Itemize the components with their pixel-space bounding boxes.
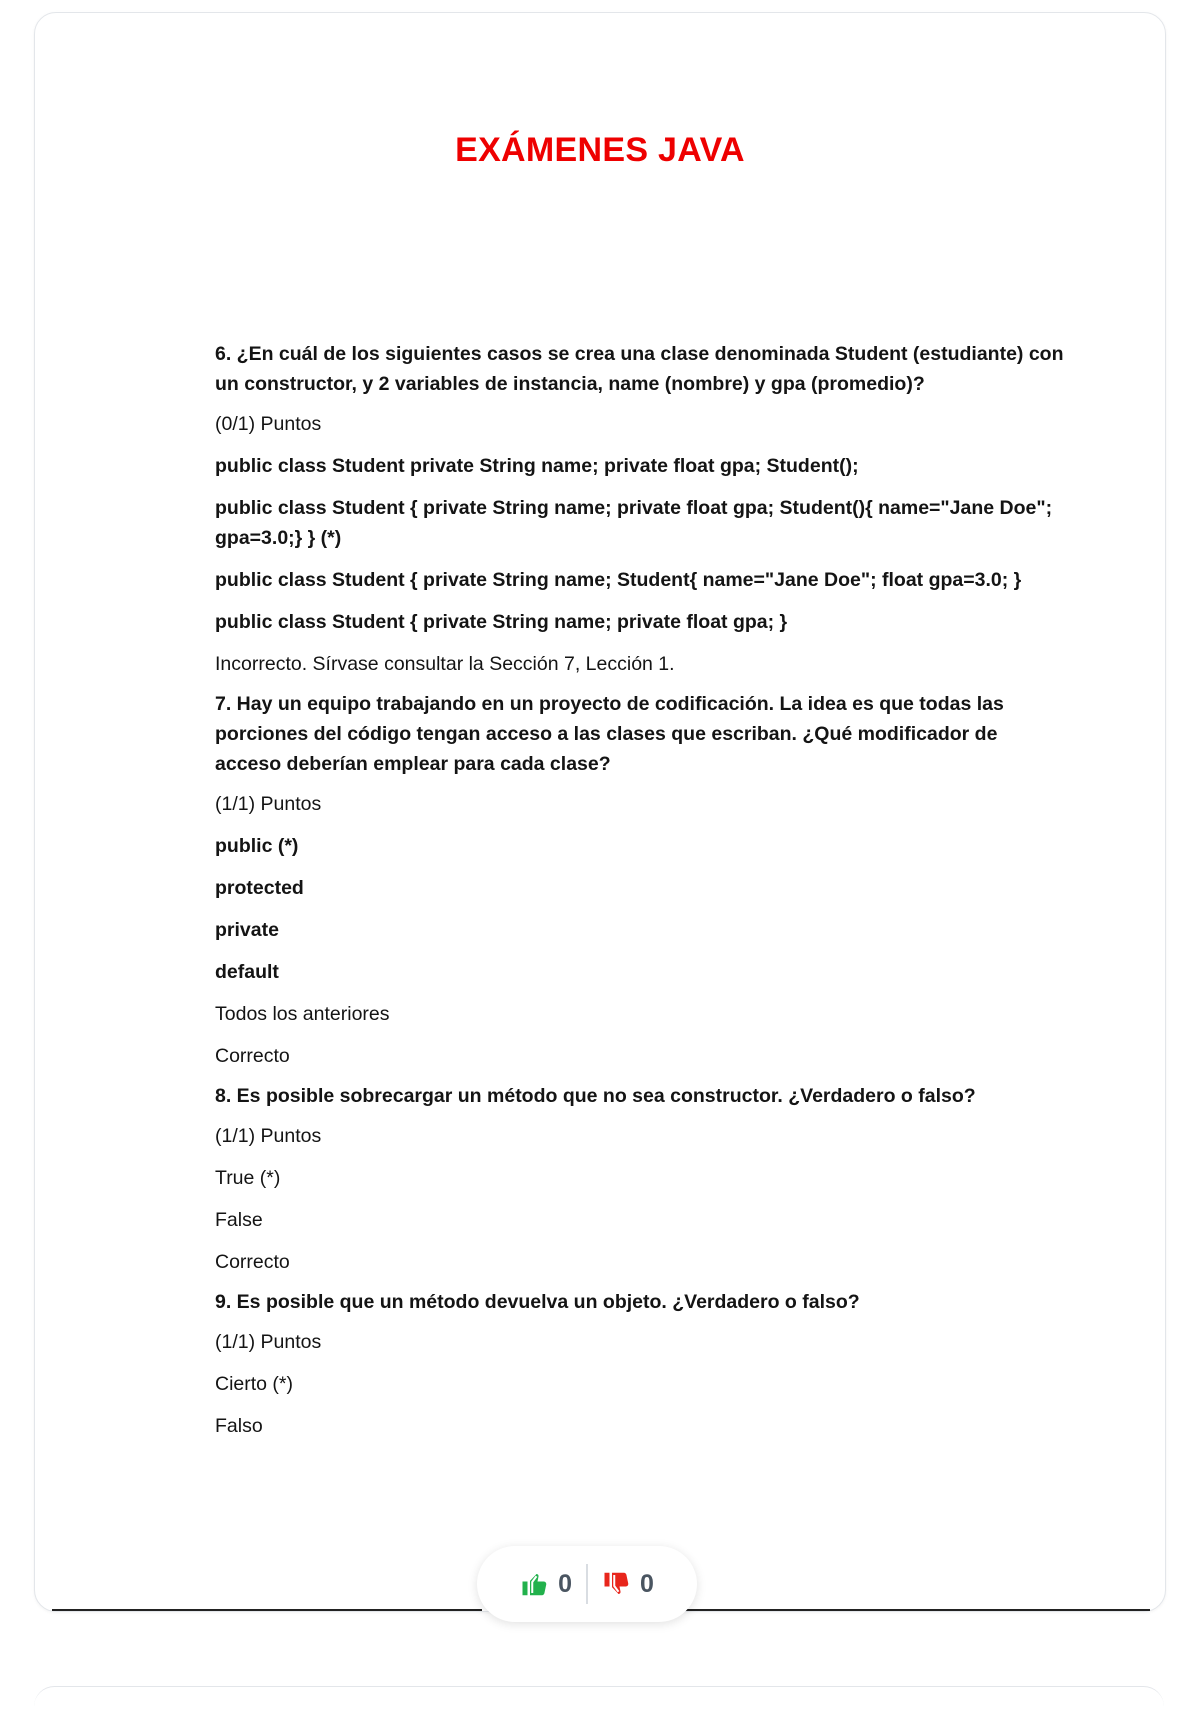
document-line: Falso <box>215 1415 263 1437</box>
document-line: private <box>215 919 279 941</box>
document-line: public class Student private String name; private float gpa; Student(); <box>215 455 859 477</box>
document-line: public class Student { private String name; private float gpa; Student(){ name="Jane Doe"; gpa=3.0;} } (*) <box>215 497 1053 549</box>
document-line: 9. Es posible que un método devuelva un objeto. ¿Verdadero o falso? <box>215 1291 860 1313</box>
document-line: Correcto <box>215 1045 290 1067</box>
document-line: (1/1) Puntos <box>215 793 322 815</box>
document-line: protected <box>215 877 304 899</box>
document-line: (1/1) Puntos <box>215 1331 322 1353</box>
document-line: 8. Es posible sobrecargar un método que no sea constructor. ¿Verdadero o falso? <box>215 1085 976 1107</box>
document-line: Cierto (*) <box>215 1373 294 1395</box>
thumbs-up-icon <box>520 1569 550 1599</box>
thumbs-down-icon <box>602 1569 632 1599</box>
document-line: (1/1) Puntos <box>215 1125 322 1147</box>
next-page-card <box>34 1686 1164 1727</box>
document-line: public (*) <box>215 835 299 857</box>
document-line: Correcto <box>215 1251 290 1273</box>
document-line: default <box>215 961 279 983</box>
document-content <box>215 327 1065 1441</box>
document-line: (0/1) Puntos <box>215 413 322 435</box>
document-line: True (*) <box>215 1167 281 1189</box>
document-line: public class Student { private String name; private float gpa; } <box>215 611 788 633</box>
document-line: 7. Hay un equipo trabajando en un proyecto de codificación. La idea es que todas las porciones del código tengan acceso a las clases que escriban. ¿Qué modificador de acceso deberían emplear para cada clase? <box>215 693 1004 775</box>
upvote-button[interactable] <box>520 1569 572 1599</box>
downvote-count: 0 <box>640 1569 654 1598</box>
document-line: Incorrecto. Sírvase consultar la Sección 7, Lección 1. <box>215 653 675 675</box>
footer-rule-left <box>52 1609 482 1611</box>
footer-rule-right <box>680 1609 1150 1611</box>
upvote-count: 0 <box>558 1569 572 1598</box>
vote-divider <box>586 1564 588 1604</box>
document-line: public class Student { private String name; Student{ name="Jane Doe"; float gpa=3.0; } <box>215 569 1022 591</box>
downvote-button[interactable] <box>602 1569 654 1599</box>
document-page <box>34 12 1166 1612</box>
document-line: 6. ¿En cuál de los siguientes casos se crea una clase denominada Student (estudiante) con un constructor, y 2 variables de instancia, name (nombre) y gpa (promedio)? <box>215 343 1064 395</box>
vote-bar <box>477 1546 697 1622</box>
document-line: Todos los anteriores <box>215 1003 390 1025</box>
document-line: False <box>215 1209 263 1231</box>
document-title: EXÁMENES JAVA <box>455 131 745 169</box>
